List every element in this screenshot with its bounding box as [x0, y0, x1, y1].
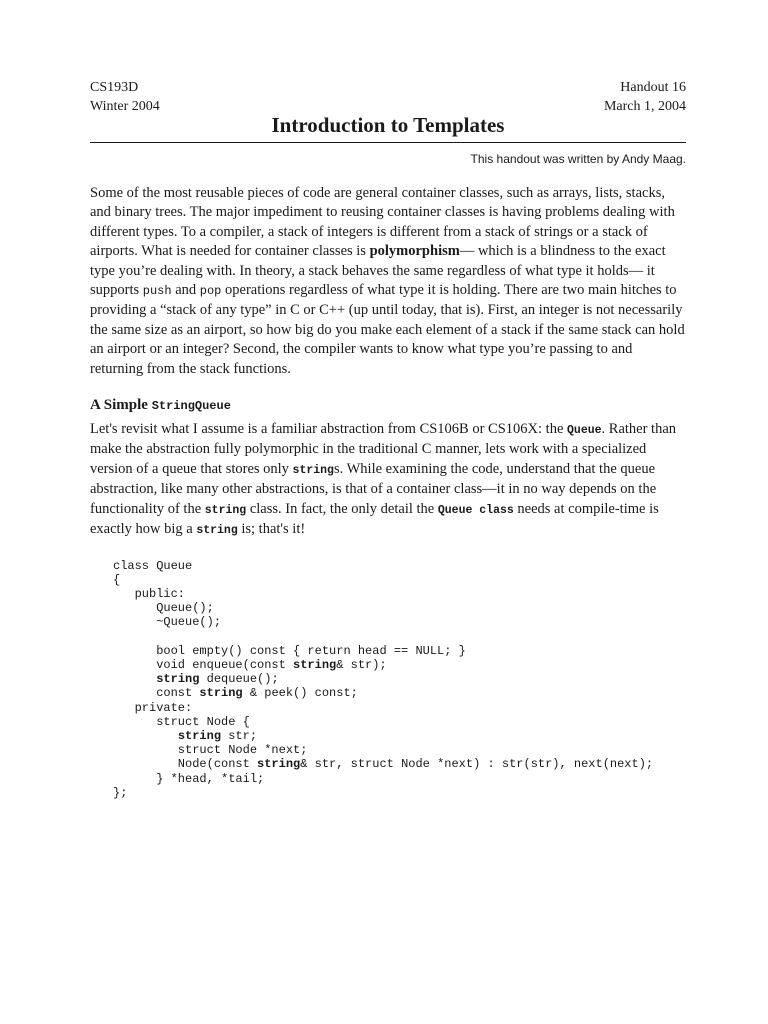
code-line	[113, 729, 686, 743]
intro-text-2: — which is a blindness to the exact type you’re dealing with. In theory, a stack behaves the same regardless of what type it holds— it supports	[90, 243, 666, 299]
code-line	[113, 658, 686, 672]
code-line: };	[113, 785, 128, 800]
code-segment: & peek() const;	[242, 686, 358, 701]
intro-text-4: operations regardless of what type it is holding. There are two main hitches to providing a “stack of any type” in C or C++ (up until today, that is). First, an integer is not necessarily the same size as an airport, so how big do you make each element of a stack if the same stack can hold an airport or an integer? Second, the compiler wants to know what type you’re passing to and returning from the stack functions.	[90, 282, 685, 377]
code-line: Queue();	[113, 601, 214, 616]
code-segment: & str);	[336, 657, 387, 672]
code-listing	[113, 559, 686, 800]
code-segment	[113, 729, 178, 743]
code-line: {	[113, 572, 121, 587]
handout-number: Handout 16	[620, 80, 686, 95]
queue-code-2: string	[292, 463, 334, 477]
queue-text-6: is; that's it!	[237, 521, 306, 538]
queue-text-2: . Rather than make the abstraction fully polymorphic in the traditional C manner, lets work with a specialized version of a queue that stores only	[90, 421, 677, 477]
code-line	[113, 686, 686, 700]
code-line: public:	[113, 586, 186, 601]
queue-code-1: Queue	[567, 424, 602, 438]
queue-paragraph	[90, 420, 686, 540]
section-heading-code: StringQueue	[151, 399, 231, 414]
handout-date: March 1, 2004	[603, 99, 686, 114]
code-line-blank	[113, 630, 686, 644]
code-line: struct Node {	[113, 714, 250, 729]
code-segment: str;	[221, 728, 258, 743]
code-line	[113, 672, 686, 686]
queue-code-5: string	[196, 524, 238, 538]
code-segment: dequeue();	[199, 672, 279, 687]
code-segment: & str, struct Node *next) : str(str), next(next);	[300, 757, 654, 772]
intro-code-pop: pop	[199, 284, 222, 299]
code-segment: void enqueue(const	[113, 657, 294, 672]
section-heading-text: A Simple	[90, 397, 152, 414]
title-rule	[90, 142, 686, 143]
code-line: } *head, *tail;	[113, 771, 265, 786]
code-segment: const	[113, 686, 200, 701]
code-line: struct Node *next;	[113, 743, 308, 758]
page-title: Introduction to Templates	[271, 113, 505, 137]
queue-text-1: Let's revisit what I assume is a familiar abstraction from CS106B or CS106X: the	[90, 421, 568, 438]
term: Winter 2004	[90, 99, 160, 114]
code-keyword-string: string	[177, 728, 222, 743]
code-segment	[113, 672, 156, 686]
queue-text-3: s. While examining the code, understand that the queue abstraction, like many other abstractions, is that of a container class—it in no way depends on the functionality of the	[90, 460, 657, 517]
course-code: CS193D	[90, 80, 139, 95]
code-line	[113, 757, 686, 771]
code-keyword-string: string	[199, 686, 243, 701]
queue-code-4: Queue class	[437, 503, 514, 517]
code-keyword-string: string	[257, 757, 301, 772]
header-row-1	[90, 78, 686, 97]
code-keyword-string: string	[156, 672, 200, 687]
code-line: ~Queue();	[113, 615, 222, 630]
code-line: bool empty() const { return head == NULL; }	[113, 643, 466, 658]
code-line: class Queue	[113, 558, 193, 573]
author-byline: This handout was written by Andy Maag.	[470, 152, 686, 166]
intro-term-polymorphism: polymorphism	[369, 243, 460, 260]
section-heading	[90, 395, 686, 416]
code-line: private:	[113, 700, 193, 715]
queue-code-3: string	[204, 503, 247, 517]
code-segment: Node(const	[113, 757, 258, 772]
intro-text-1: Some of the most reusable pieces of code are general container classes, such as arrays, lists, stacks, and binary trees. The major impediment to reusing container classes is having problems dealing with different types. To a compiler, a stack of integers is different from a stack of strings or a stack of airports. What is needed for container classes is	[90, 185, 675, 260]
intro-code-push: push	[142, 284, 172, 299]
intro-paragraph	[90, 184, 686, 379]
queue-text-4: class. In fact, the only detail the	[246, 500, 438, 517]
code-keyword-string: string	[293, 657, 337, 672]
handout-page	[90, 78, 686, 800]
queue-text-5: needs at compile-time is exactly how big a	[90, 500, 659, 538]
intro-text-3: and	[171, 282, 200, 299]
